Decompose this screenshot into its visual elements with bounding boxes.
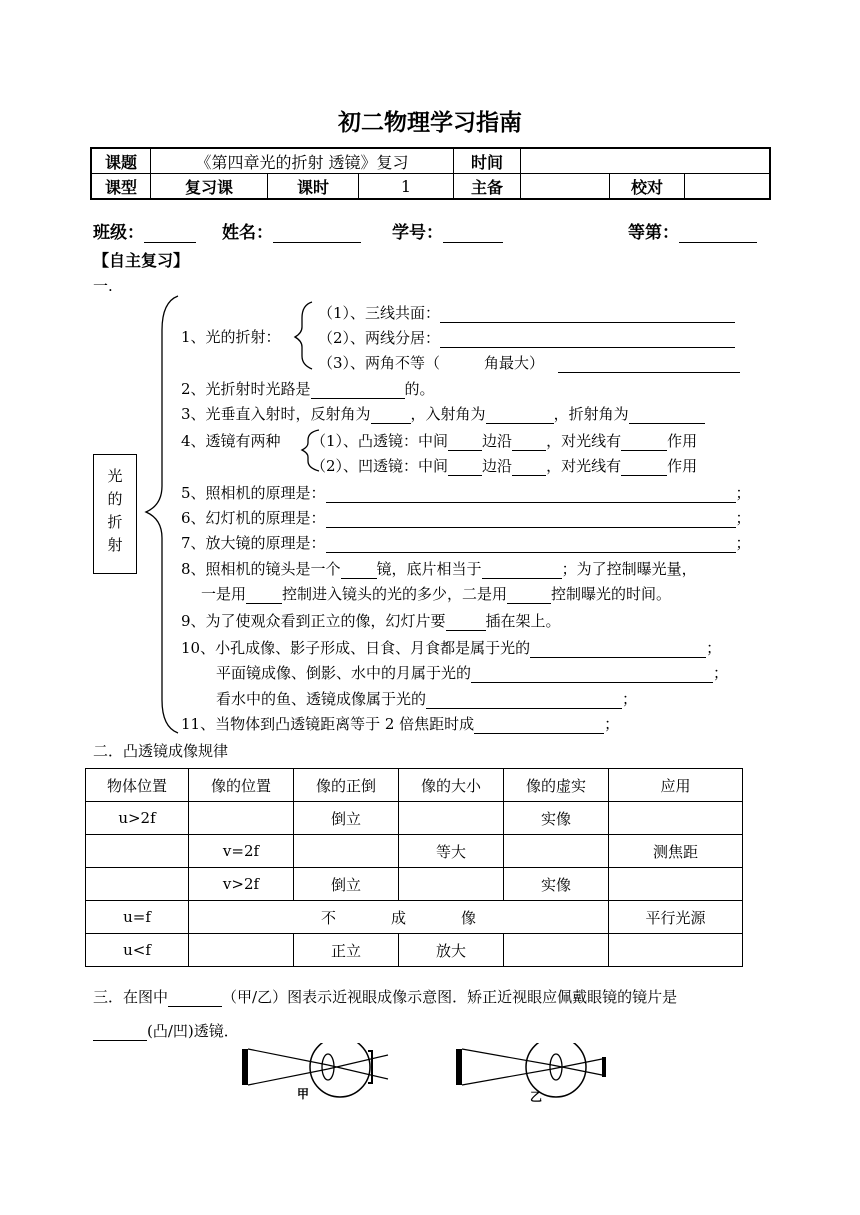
table-cell-merged: 不 成 像: [189, 901, 609, 934]
table-cell: [86, 835, 189, 868]
table-cell: 放大: [399, 934, 504, 967]
topic-label: 课题: [91, 148, 151, 174]
type-label: 课型: [91, 174, 151, 200]
table-cell: u=f: [86, 901, 189, 934]
part2-heading: 二．凸透镜成像规律: [93, 742, 229, 760]
column-header: 像的大小: [399, 769, 504, 802]
hours-label: 课时: [268, 174, 359, 200]
table-cell: [399, 802, 504, 835]
item10-line3: 看水中的鱼、透镜成像属于光的 ；: [216, 690, 638, 708]
table-cell: u<f: [86, 934, 189, 967]
item8-line1: 8、照相机的镜头是一个 镜，底片相当于 ；为了控制曝光量，: [181, 560, 697, 578]
figure-label-b: 乙: [530, 1090, 543, 1104]
table-cell: 正立: [294, 934, 399, 967]
item4-convex: （1）、凸透镜：中间 边沿 ，对光线有 作用: [311, 432, 698, 450]
table-cell: 实像: [504, 802, 609, 835]
column-header: 像的正倒: [294, 769, 399, 802]
table-cell: [86, 868, 189, 901]
item2: 2、光折射时光路是 的。: [181, 380, 435, 398]
section-self-review: 【自主复习】: [93, 251, 190, 270]
item4-label: 4、透镜有两种: [181, 432, 281, 450]
item3: 3、光垂直入射时，反射角为 ，入射角为 ，折射角为: [181, 403, 705, 424]
item11: 11、当物体到凸透镜距离等于 2 倍焦距时成 ；: [181, 715, 620, 733]
type-value: 复习课: [151, 174, 268, 200]
figure-label-a: 甲: [297, 1087, 310, 1101]
table-row: [86, 901, 743, 934]
table-row: [86, 835, 743, 868]
table-row: [86, 802, 743, 835]
item10-line2: 平面镜成像、倒影、水中的月属于光的 ；: [216, 664, 729, 682]
table-row: [86, 934, 743, 967]
table-cell: [609, 934, 743, 967]
table-cell: [504, 934, 609, 967]
part1-heading: 一.: [93, 277, 113, 295]
topic-value: 《第四章光的折射 透镜》复习: [151, 148, 454, 174]
page-title: 初二物理学习指南: [338, 110, 522, 136]
item1-label: 1、光的折射：: [181, 328, 281, 346]
table-row: [86, 868, 743, 901]
table-cell: 平行光源: [609, 901, 743, 934]
column-header: 物体位置: [86, 769, 189, 802]
table-cell: [189, 934, 294, 967]
table-cell: 等大: [399, 835, 504, 868]
class-field: 班级：: [93, 218, 196, 243]
table-cell: 倒立: [294, 868, 399, 901]
table-cell: [189, 802, 294, 835]
table-cell: [609, 802, 743, 835]
table-cell: [504, 835, 609, 868]
item1-sub1: （1）、三线共面：: [318, 302, 735, 323]
main-label: 主备: [454, 174, 521, 200]
name-field: 姓名：: [222, 218, 361, 243]
check-label: 校对: [610, 174, 685, 200]
hours-value: 1: [359, 174, 454, 200]
table-cell: [399, 868, 504, 901]
column-header: 应用: [609, 769, 743, 802]
table-header-row: [86, 769, 743, 802]
item8-line2: 一是用 控制进入镜头的光的多少，二是用 控制曝光的时间。: [201, 585, 672, 603]
table-cell: 测焦距: [609, 835, 743, 868]
column-header: 像的位置: [189, 769, 294, 802]
table-cell: [609, 868, 743, 901]
table-cell: u>2f: [86, 802, 189, 835]
part3-line2: (凸/凹)透镜．: [93, 1020, 239, 1041]
side-label-box: 光的折射: [93, 454, 137, 574]
column-header: 像的虚实: [504, 769, 609, 802]
grade-field: 等第：: [628, 218, 757, 243]
time-label: 时间: [454, 148, 521, 174]
item10-line1: 10、小孔成像、影子形成、日食、月食都是属于光的 ；: [181, 639, 722, 657]
item9: 9、为了使观众看到正立的像，幻灯片要 插在架上。: [181, 612, 561, 630]
item1-sub2: （2）、两线分居：: [318, 327, 735, 348]
table-cell: 实像: [504, 868, 609, 901]
item7: 7、放大镜的原理是： ；: [181, 534, 751, 552]
table-cell: [294, 835, 399, 868]
item6: 6、幻灯机的原理是： ；: [181, 509, 751, 527]
item1-sub3: （3）、两角不等（ 角最大）: [318, 352, 740, 373]
lens-imaging-table: [85, 768, 743, 967]
part3-line1: 三．在图中 （甲/乙）图表示近视眼成像示意图．矫正近视眼应佩戴眼镜的镜片是: [93, 988, 678, 1006]
item5: 5、照相机的原理是： ；: [181, 484, 751, 502]
table-cell: v=2f: [189, 835, 294, 868]
eye-diagram-a: [238, 1043, 398, 1103]
item4-concave: （2）、凹透镜：中间 边沿 ，对光线有 作用: [311, 457, 698, 475]
table-cell: 倒立: [294, 802, 399, 835]
student-number-field: 学号：: [392, 218, 503, 243]
table-cell: v>2f: [189, 868, 294, 901]
